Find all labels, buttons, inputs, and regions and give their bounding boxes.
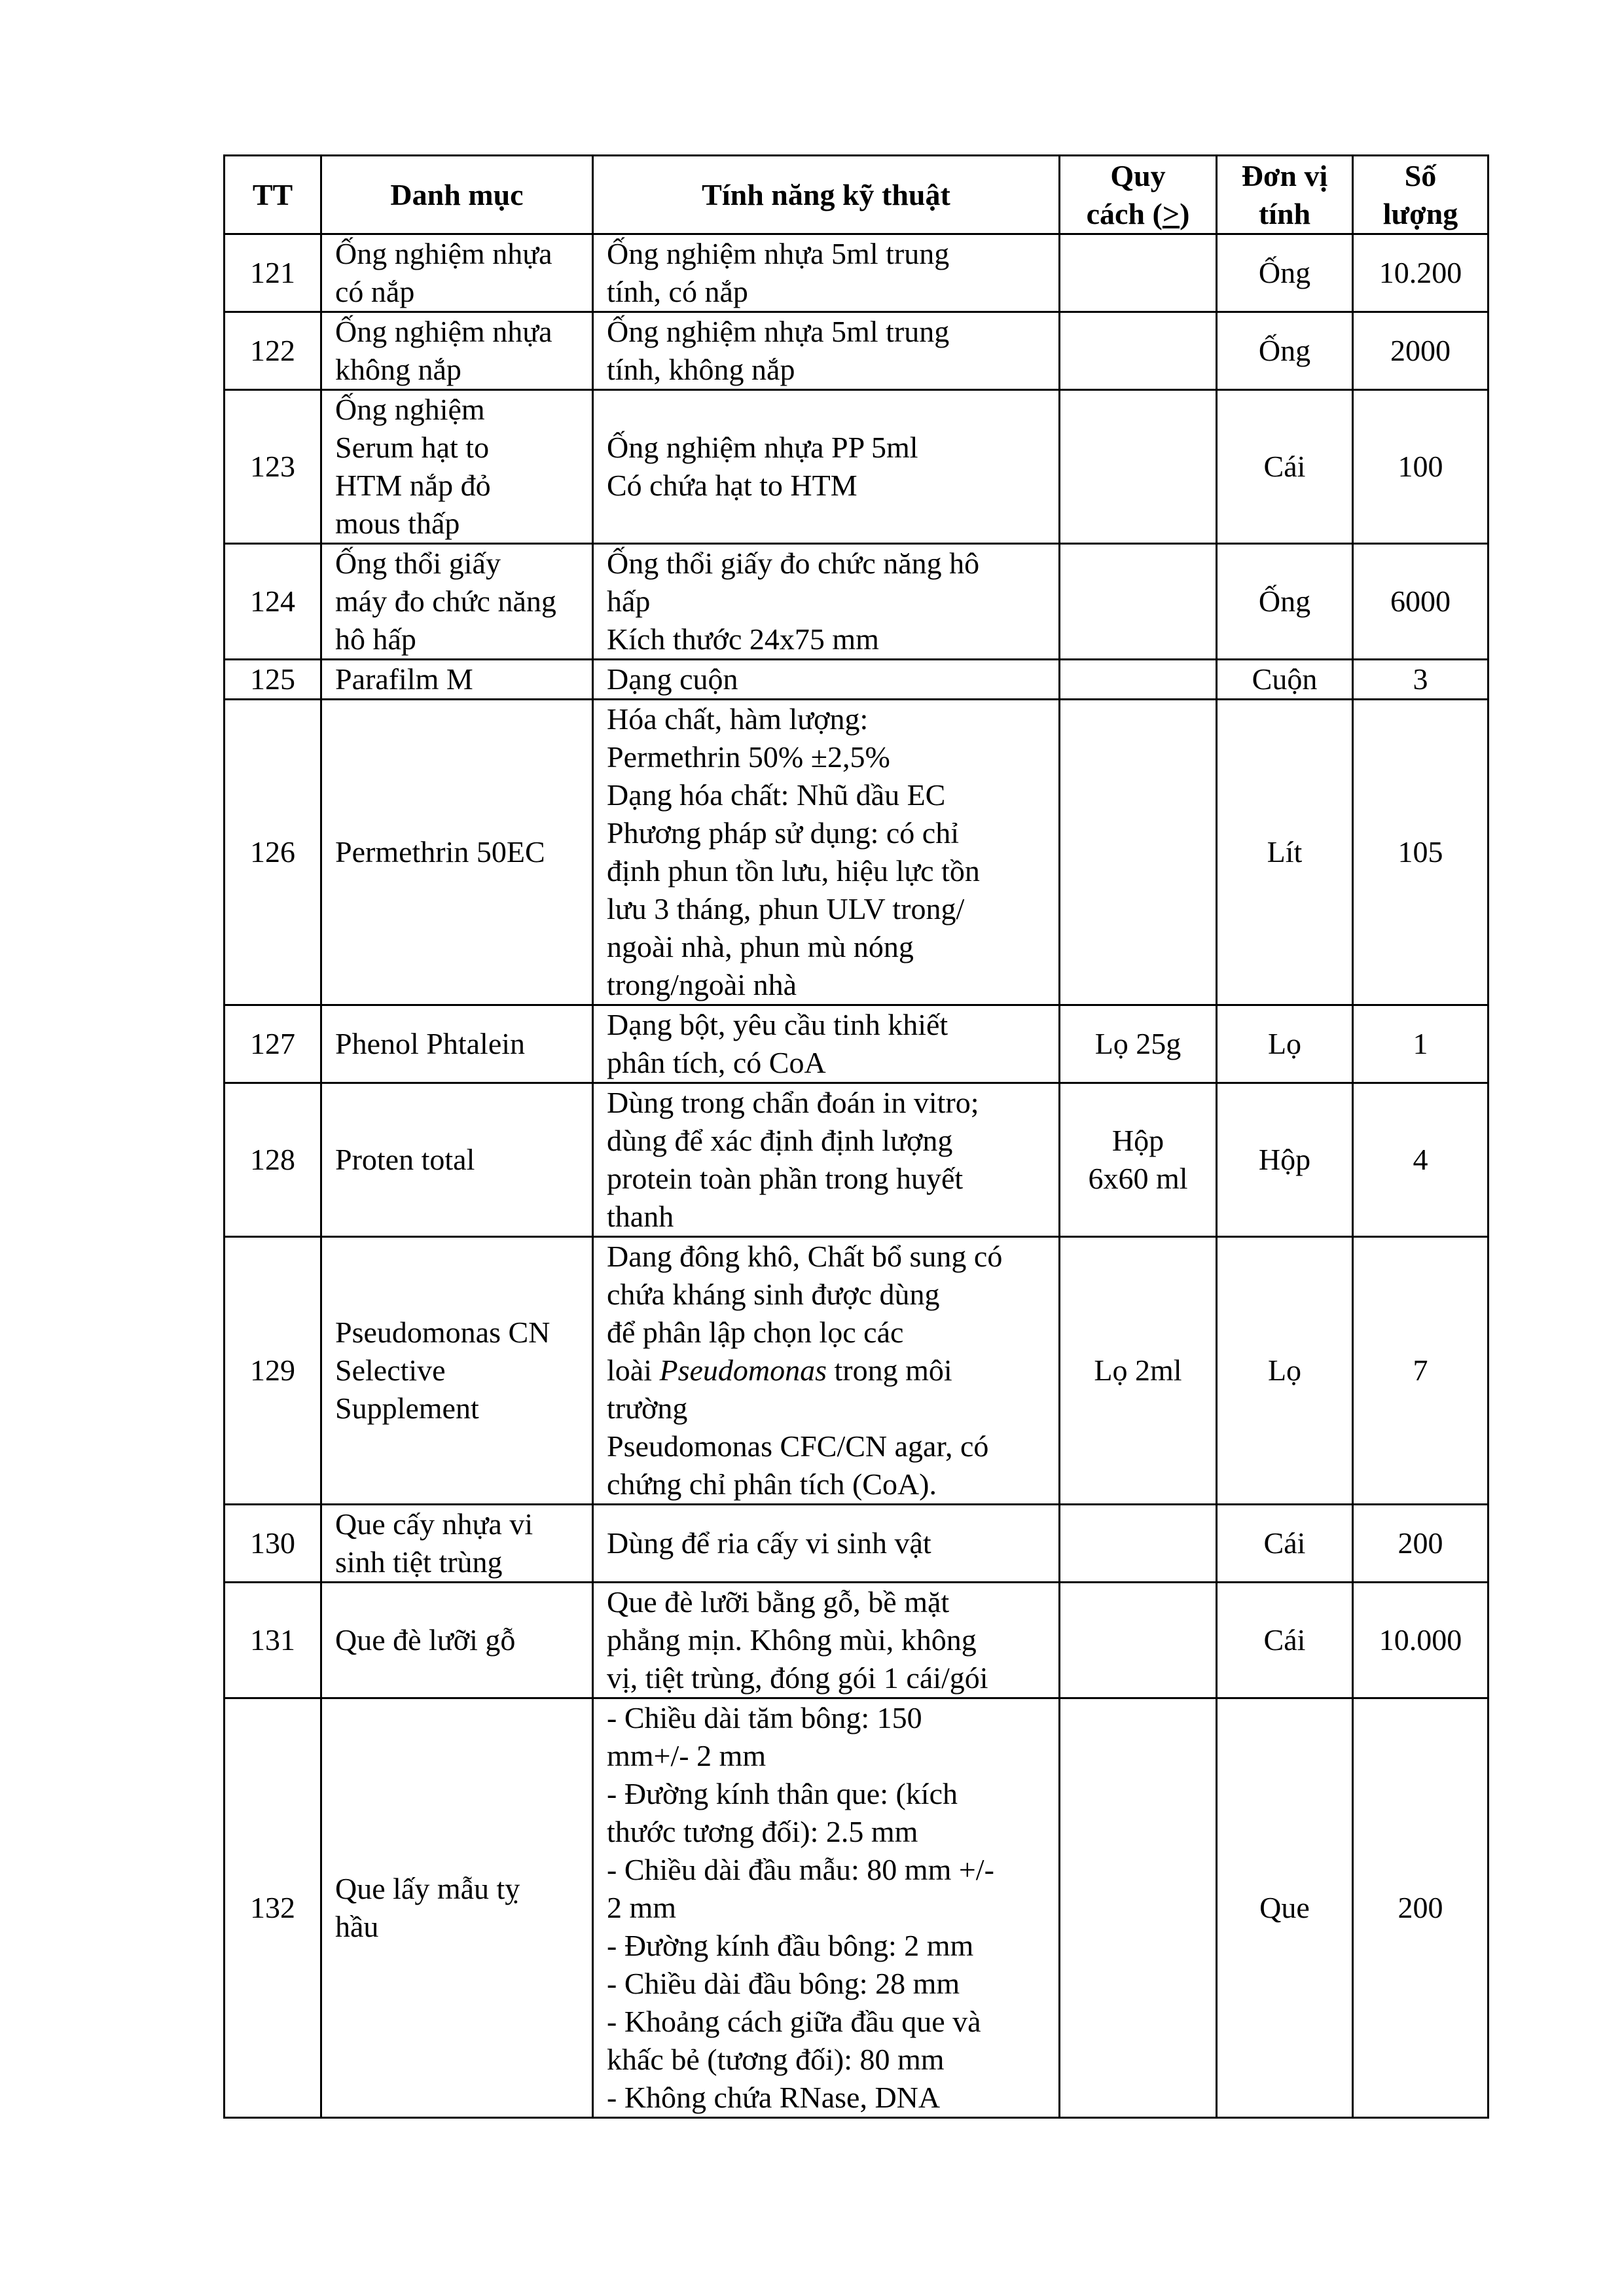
item-name-line: Ống nghiệm nhựa [335,237,552,270]
technical-spec [593,1083,1060,1237]
quantity: 1 [1353,1005,1489,1083]
row-number: 124 [225,544,321,660]
item-name [321,1005,593,1083]
technical-spec-line: Kích thước 24x75 mm [607,622,879,656]
item-name-line: có nắp [335,275,415,308]
packaging [1060,660,1217,700]
row-number: 129 [225,1237,321,1505]
technical-spec-line: tính, không nắp [607,353,795,386]
packaging [1060,390,1217,544]
item-name-line: hầu [335,1910,379,1943]
item-name-line: Permethrin 50EC [335,835,545,869]
technical-spec-line: Dang đông khô, Chất bổ sung có [607,1240,1003,1273]
technical-spec-line: Phương pháp sử dụng: có chỉ [607,816,959,850]
item-name-line: máy đo chức năng [335,584,556,618]
item-name [321,700,593,1005]
technical-spec-line: Dùng trong chẩn đoán in vitro; [607,1086,979,1119]
italic-text: Pseudomonas [659,1354,827,1387]
table-row [225,544,1489,660]
header-pack [1060,156,1217,234]
item-name [321,660,593,700]
technical-spec-line: phân tích, có CoA [607,1046,826,1079]
technical-spec [593,1005,1060,1083]
packaging-line: Hộp [1111,1124,1164,1157]
item-name [321,544,593,660]
packaging-line: Lọ 25g [1094,1027,1182,1060]
item-name-line: Proten total [335,1143,475,1176]
header-pack-line1: Quy [1110,158,1166,192]
unit: Cái [1217,1505,1353,1583]
unit: Ống [1217,234,1353,312]
technical-spec-line: Dạng hóa chất: Nhũ dầu EC [607,778,946,812]
item-name-line: Que lấy mẫu tỵ [335,1872,520,1905]
header-spec [593,156,1060,234]
header-pack-symbol: > [1162,196,1180,230]
packaging [1060,1698,1217,2118]
technical-spec-line: ngoài nhà, phun mù nóng [607,930,914,963]
item-name [321,1083,593,1237]
quantity: 100 [1353,390,1489,544]
technical-spec-line: - Đường kính thân que: (kích [607,1777,958,1810]
header-unit [1217,156,1353,234]
table-row [225,700,1489,1005]
item-name [321,1505,593,1583]
header-unit-line2: tính [1258,196,1311,230]
quantity: 3 [1353,660,1489,700]
header-qty [1353,156,1489,234]
header-qty-line1: Số [1404,158,1437,192]
item-name [321,234,593,312]
technical-spec [593,1505,1060,1583]
table-row [225,390,1489,544]
unit: Lít [1217,700,1353,1005]
item-name-line: Que cấy nhựa vi [335,1507,533,1541]
table-row [225,312,1489,390]
technical-spec-line: hấp [607,584,651,618]
technical-spec-line: Dạng cuộn [607,662,738,696]
quantity: 200 [1353,1505,1489,1583]
table-row [225,660,1489,700]
row-number: 123 [225,390,321,544]
technical-spec-line: tính, có nắp [607,275,748,308]
header-name [321,156,593,234]
item-name [321,390,593,544]
packaging [1060,1583,1217,1698]
packaging [1060,544,1217,660]
technical-spec-line: Ống nghiệm nhựa 5ml trung [607,315,950,348]
packaging [1060,700,1217,1005]
item-name-line: Parafilm M [335,662,473,696]
item-name [321,1237,593,1505]
technical-spec-line: Ống nghiệm nhựa PP 5ml [607,431,918,464]
technical-spec [593,660,1060,700]
packaging-line: Lọ 2ml [1094,1354,1182,1387]
technical-spec-line: Que đè lưỡi bằng gỗ, bề mặt [607,1585,950,1619]
technical-spec-line: - Chiều dài đầu mẫu: 80 mm +/- [607,1853,994,1886]
quantity: 7 [1353,1237,1489,1505]
text-segment: trong môi [827,1354,952,1387]
row-number: 121 [225,234,321,312]
technical-spec [593,1237,1060,1505]
technical-spec-line: chứng chỉ phân tích (CoA). [607,1467,937,1501]
technical-spec [593,544,1060,660]
quantity: 10.200 [1353,234,1489,312]
technical-spec [593,234,1060,312]
unit: Cái [1217,1583,1353,1698]
technical-spec-line: thanh [607,1200,674,1233]
item-name-line: Ống nghiệm nhựa [335,315,552,348]
technical-spec-line: để phân lập chọn lọc các [607,1316,904,1349]
item-name-line: Pseudomonas CN [335,1316,550,1349]
technical-spec [593,700,1060,1005]
quantity: 4 [1353,1083,1489,1237]
unit: Cuộn [1217,660,1353,700]
specification-table [223,154,1489,2119]
technical-spec-line: Hóa chất, hàm lượng: [607,702,869,736]
table-row [225,1698,1489,2118]
item-name-line: Que đè lưỡi gỗ [335,1623,516,1657]
unit: Cái [1217,390,1353,544]
item-name [321,1698,593,2118]
technical-spec-line: 2 mm [607,1891,677,1924]
packaging [1060,234,1217,312]
packaging [1060,312,1217,390]
technical-spec-line: thước tương đối): 2.5 mm [607,1815,918,1848]
technical-spec-line: trường [607,1391,688,1425]
packaging [1060,1505,1217,1583]
header-row [225,156,1489,234]
technical-spec-line: Ống thổi giấy đo chức năng hô [607,547,980,580]
row-number: 127 [225,1005,321,1083]
unit: Ống [1217,544,1353,660]
table-row [225,234,1489,312]
header-qty-line2: lượng [1382,196,1458,230]
table-row [225,1505,1489,1583]
header-pack-line2 [1066,195,1210,233]
header-tt-label: TT [252,177,293,211]
technical-spec-line: - Chiều dài đầu bông: 28 mm [607,1967,960,2000]
row-number: 132 [225,1698,321,2118]
quantity: 6000 [1353,544,1489,660]
table-row [225,1583,1489,1698]
header-pack-suffix: ) [1180,196,1190,230]
header-tt [225,156,321,234]
technical-spec-line: - Đường kính đầu bông: 2 mm [607,1929,974,1962]
text-segment: loài [607,1354,660,1387]
table-row [225,1005,1489,1083]
unit: Lọ [1217,1005,1353,1083]
header-spec-label: Tính năng kỹ thuật [702,177,950,211]
technical-spec-line: lưu 3 tháng, phun ULV trong/ [607,892,965,925]
item-name-line: mous thấp [335,507,460,540]
quantity: 2000 [1353,312,1489,390]
packaging-line: 6x60 ml [1088,1162,1188,1195]
item-name [321,1583,593,1698]
technical-spec-line: vị, tiệt trùng, đóng gói 1 cái/gói [607,1661,988,1695]
technical-spec-line: protein toàn phần trong huyết [607,1162,964,1195]
quantity: 200 [1353,1698,1489,2118]
packaging [1060,1237,1217,1505]
table-row [225,1083,1489,1237]
technical-spec [593,1583,1060,1698]
item-name-line: Selective [335,1354,446,1387]
header-unit-line1: Đơn vị [1241,158,1328,192]
row-number: 130 [225,1505,321,1583]
technical-spec-line: khấc bẻ (tương đối): 80 mm [607,2043,945,2076]
technical-spec-line [607,1352,1045,1390]
technical-spec [593,1698,1060,2118]
row-number: 131 [225,1583,321,1698]
technical-spec-line: chứa kháng sinh được dùng [607,1278,940,1311]
technical-spec-line: Permethrin 50% ±2,5% [607,740,890,774]
item-name-line: Serum hạt to [335,431,490,464]
row-number: 128 [225,1083,321,1237]
quantity: 105 [1353,700,1489,1005]
item-name [321,312,593,390]
item-name-line: không nắp [335,353,461,386]
unit: Lọ [1217,1237,1353,1505]
row-number: 122 [225,312,321,390]
header-name-label: Danh mục [390,177,524,211]
row-number: 126 [225,700,321,1005]
technical-spec-line: Dùng để ria cấy vi sinh vật [607,1526,931,1560]
item-name-line: Ống nghiệm [335,393,485,426]
row-number: 125 [225,660,321,700]
technical-spec-line: dùng để xác định định lượng [607,1124,953,1157]
technical-spec-line: Pseudomonas CFC/CN agar, có [607,1429,989,1463]
packaging [1060,1083,1217,1237]
technical-spec-line: - Chiều dài tăm bông: 150 [607,1701,922,1734]
quantity: 10.000 [1353,1583,1489,1698]
item-name-line: Ống thổi giấy [335,547,501,580]
technical-spec-line: định phun tồn lưu, hiệu lực tồn [607,854,980,888]
item-name-line: HTM nắp đỏ [335,469,491,502]
technical-spec [593,312,1060,390]
item-name-line: hô hấp [335,622,416,656]
technical-spec-line: trong/ngoài nhà [607,968,797,1001]
technical-spec-line: mm+/- 2 mm [607,1739,767,1772]
table-body [225,234,1489,2118]
unit: Que [1217,1698,1353,2118]
technical-spec-line: Có chứa hạt to HTM [607,469,857,502]
unit: Hộp [1217,1083,1353,1237]
item-name-line: Supplement [335,1391,479,1425]
technical-spec-line: - Khoảng cách giữa đầu que và [607,2005,981,2038]
technical-spec-line: - Không chứa RNase, DNA [607,2081,941,2114]
technical-spec-line: Dạng bột, yêu cầu tinh khiết [607,1008,948,1041]
item-name-line: Phenol Phtalein [335,1027,526,1060]
item-name-line: sinh tiệt trùng [335,1545,503,1579]
technical-spec [593,390,1060,544]
table-row [225,1237,1489,1505]
header-pack-prefix: cách ( [1086,196,1163,230]
technical-spec-line: phẳng mịn. Không mùi, không [607,1623,977,1657]
unit: Ống [1217,312,1353,390]
technical-spec-line: Ống nghiệm nhựa 5ml trung [607,237,950,270]
packaging [1060,1005,1217,1083]
